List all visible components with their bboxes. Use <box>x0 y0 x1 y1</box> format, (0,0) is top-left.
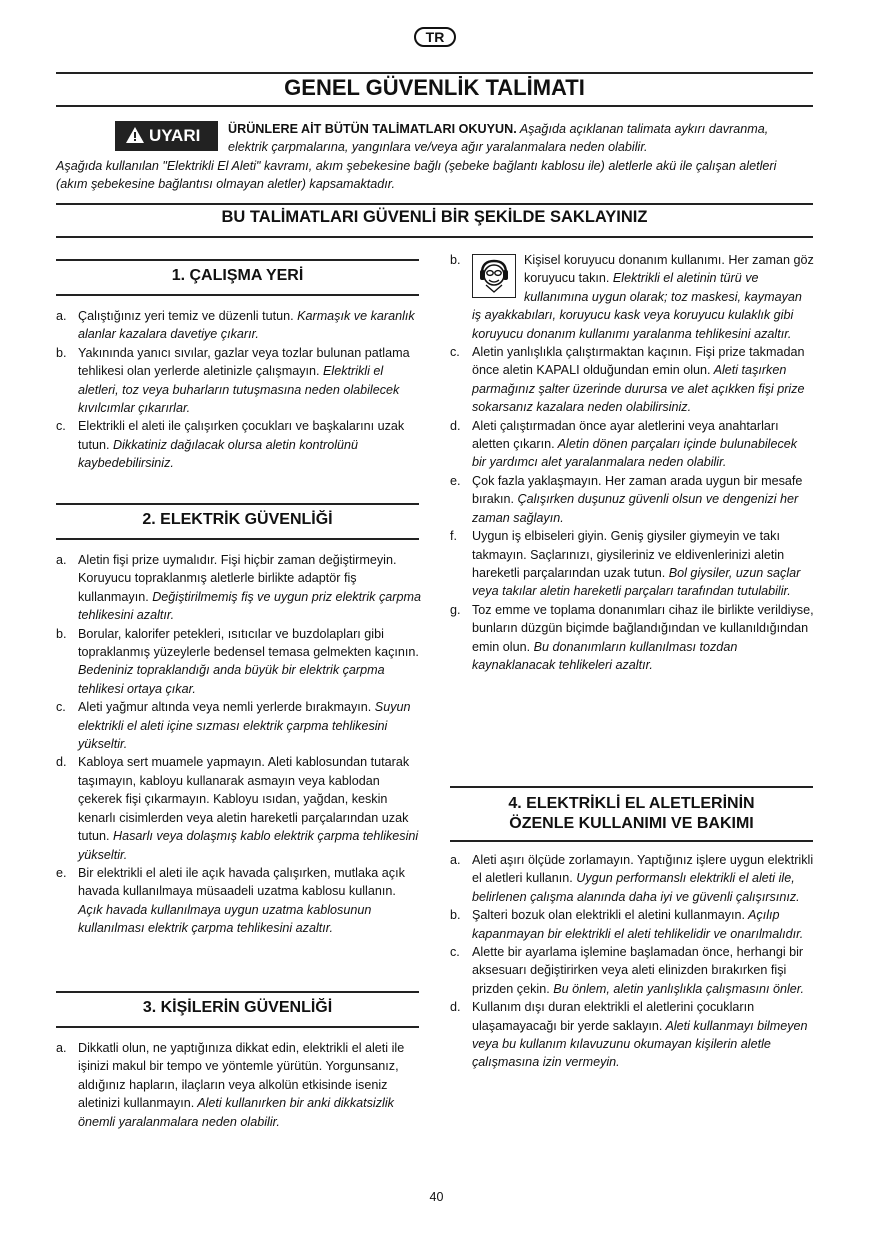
item-note: Aleti kullanmayı bilmeyen veya bu kullanım kılavuzunu okumayan kişilerin aletle çalışmasına izin vermeyin. <box>472 1018 808 1070</box>
item-text: Dikkatli olun, ne yaptığınıza dikkat edin, elektrikli el aleti ile işinizi makul bir tempo ve yöntemle yürütün. Yorgunsanız, aldığınız hapların, ilaçların veya alkolün etkisinde iseniz aletinizi kullanmayın. <box>78 1041 405 1111</box>
item-label: a. <box>56 1041 67 1055</box>
list-item <box>56 307 421 344</box>
item-note: Elektrikli el aletinin türü ve kullanımına uygun olarak; toz maskesi, kaymayan iş ayakkabıları, koruyucu kask veya koruyucu kulaklık gibi koruyucu donanım kullanımı yaralanma tehlikesini azaltır. <box>472 271 802 341</box>
section-2-title: 2. ELEKTRİK GÜVENLİĞİ <box>142 511 333 528</box>
safety-goggles-icon <box>472 254 516 298</box>
list-item <box>56 864 421 938</box>
section-4-list <box>450 851 814 1072</box>
item-text: Toz emme ve toplama donanımları cihaz ile birlikte verildiyse, bunların düzgün biçimde bağlandığından ve kullanıldığından emin olun. <box>472 602 814 654</box>
item-label: a. <box>450 853 461 867</box>
item-text: Borular, kalorifer petekleri, ısıtıcılar ve buzdolapları gibi topraklanmış yüzeylerle bedensel temasa gelmekten kaçının. <box>78 626 419 660</box>
list-item <box>56 417 421 472</box>
list-item <box>450 906 814 943</box>
item-note: Dikkatiniz dağılacak olursa aletin kontrolünü kaybedebilirsiniz. <box>78 437 359 471</box>
subtitle: BU TALİMATLARI GÜVENLİ BİR ŞEKİLDE SAKLAYINIZ <box>221 208 648 226</box>
list-item <box>450 343 814 417</box>
item-text: Alette bir ayarlama işlemine başlamadan önce, herhangi bir aksesuarı değiştirirken veya aleti elinizden bırakırken fişi prizden çekin. <box>472 945 804 996</box>
item-label: b. <box>450 908 461 923</box>
item-text: Çok fazla yaklaşmayın. Her zaman arada uygun bir mesafe bırakın. <box>472 473 803 507</box>
section-4-title-line1: 4. ELEKTRİKLİ EL ALETLERİNİN <box>508 795 755 812</box>
item-text: Yakınında yanıcı sıvılar, gazlar veya tozlar bulunan patlama tehlikesi olan yerlerde aletinizle çalışmayın. <box>78 345 410 379</box>
section-divider <box>56 538 419 540</box>
warning-text <box>228 120 788 156</box>
section-3-list <box>56 1039 421 1131</box>
divider <box>56 72 813 74</box>
item-note: Aletin dönen parçaları içinde bulunabilecek bir yardımcı alet yaralanmalara neden olabilir. <box>472 437 798 470</box>
item-note: Karmaşık ve karanlık alanlar kazalara davetiye çıkarır. <box>78 309 415 342</box>
list-item <box>56 1039 421 1131</box>
item-text: Çalıştığınız yeri temiz ve düzenli tutun. <box>78 309 294 323</box>
item-text: Aleti yağmur altında veya nemli yerlerde bırakmayın. <box>78 700 372 715</box>
warning-bold: ÜRÜNLERE AİT BÜTÜN TALİMATLARI OKUYUN. <box>228 122 517 136</box>
item-text: Kullanım dışı duran elektrikli el aletlerini çocukların ulaşamayacağı bir yerde saklayın. <box>472 1000 755 1033</box>
item-label: c. <box>56 419 66 434</box>
list-item <box>450 851 814 906</box>
item-label: d. <box>450 1000 461 1015</box>
item-note: Aleti taşırken parmağınız şalter üzerinde durursa ve alet açıkken fişi prize sokarsanız kazalara neden olabilirsiniz. <box>472 363 805 415</box>
item-label: c. <box>56 700 66 715</box>
item-note: Bol giysiler, uzun saçlar veya takılar aletin hareketli parçaları tarafından tutulabilir. <box>472 565 801 599</box>
section-divider <box>56 1026 419 1028</box>
item-text: Kabloya sert muamele yapmayın. Aleti kablosundan tutarak taşımayın, kabloyu kullanarak asmayın veya kablodan çekerek fişi çıkarmayın. Kabloyu ısıdan, yağdan, keskin kenarlı cisimlerden veya aletin hareketli parçalarından uzak tutun. <box>78 755 410 844</box>
item-text: Aleti aşırı ölçüde zorlamayın. Yaptığınız işlere uygun elektrikli el aletleri kullanın. <box>472 853 814 886</box>
warning-label: UYARI <box>149 126 201 145</box>
section-3-continued-list <box>450 251 814 674</box>
item-text: Aletin yanlışlıkla çalıştırmaktan kaçının. Fişi prize takmadan önce aletin KAPALI olduğundan emin olun. <box>472 345 805 378</box>
list-item <box>56 753 421 863</box>
item-note: Çalışırken duşunuz güvenli olsun ve dengenizi her zaman sağlayın. <box>472 492 799 525</box>
item-label: b. <box>450 253 461 267</box>
item-note: Bedeniniz topraklandığı anda büyük bir elektrik çarpma tehlikesi ortaya çıkar. <box>78 663 385 696</box>
item-text: Bir elektrikli el aleti ile açık havada çalışırken, mutlaka açık havada kullanılmaya müsaadeli uzatma kablosu kullanın. <box>78 865 405 899</box>
intro-italic: Aşağıda kullanılan "Elektrikli El Aleti" kavramı, akım şebekesine bağlı (şebeke bağlantı kablosu ile) aletlerle akü ile çalışan aletleri (akım şebekesine bağlantısı olmayan aletler) kapsamaktadır. <box>56 159 777 192</box>
list-item <box>450 417 814 472</box>
item-note: Suyun elektrikli el aleti içine sızması elektrik çarpma tehlikesini yükseltir. <box>78 700 411 752</box>
item-note: Uygun performanslı elektrikli el aleti ile, belirlenen çalışma alanında daha iyi ve güvenli çalışırsınız. <box>472 871 800 904</box>
item-label: c. <box>450 945 460 960</box>
intro-text <box>56 157 801 194</box>
item-note: Bu önlem, aletin yanlışlıkla çalışmasını önler. <box>549 981 805 996</box>
item-label: a. <box>56 553 67 567</box>
item-note: Elektrikli el aletleri, toz veya buharların tutuşmasına neden olabilecek kıvılcımlar çıkarırlar. <box>78 364 400 416</box>
warning-badge <box>115 121 218 151</box>
item-label: d. <box>450 418 461 433</box>
item-label: g. <box>450 602 461 617</box>
item-text: Elektrikli el aleti ile çalışırken çocukları ve başkalarını uzak tutun. <box>78 419 405 452</box>
section-4-title <box>450 794 813 834</box>
section-divider <box>56 259 419 261</box>
item-label: b. <box>56 626 67 641</box>
item-label: b. <box>56 345 67 360</box>
list-item <box>450 601 814 675</box>
section-divider <box>56 503 419 505</box>
item-note: Bu donanımların kullanılması tozdan kaynaklanacak tehlikeleri azaltır. <box>472 639 738 672</box>
divider <box>56 236 813 238</box>
item-label: c. <box>450 345 460 360</box>
section-divider <box>450 840 813 842</box>
warning-triangle-icon <box>125 126 145 144</box>
item-text: Uygun iş elbiseleri giyin. Geniş giysiler giymeyin ve takı takmayın. Saçlarınızı, giysileriniz ve eldivenlerinizi aletin hareketli parçalarından uzak tutun. <box>472 529 785 580</box>
language-badge: TR <box>414 27 456 47</box>
section-2-list <box>56 551 421 938</box>
list-item <box>56 344 421 418</box>
item-label: e. <box>450 473 461 488</box>
item-text: Aleti çalıştırmadan önce ayar aletlerini veya anahtarları aletten çıkarın. <box>472 418 779 452</box>
item-note: Aleti kullanırken bir anki dikkatsizlik önemli yaralanmalara neden olabilir. <box>78 1096 394 1129</box>
item-label: e. <box>56 865 67 880</box>
section-3-title: 3. KİŞİLERİN GÜVENLİĞİ <box>142 999 333 1016</box>
list-item <box>450 943 814 998</box>
list-item <box>56 698 421 753</box>
list-item <box>450 527 814 601</box>
section-divider <box>56 294 419 296</box>
item-note: Açık havada kullanılmaya uygun uzatma kablosunun kullanılması elektrik çarpma tehlikesini azaltır. <box>78 902 372 936</box>
page-number: 40 <box>429 1190 444 1204</box>
list-item <box>450 998 814 1072</box>
item-label: d. <box>56 755 67 770</box>
section-divider <box>56 991 419 993</box>
item-label: a. <box>56 309 67 323</box>
list-item <box>56 625 421 699</box>
item-label: f. <box>450 529 457 544</box>
list-item <box>56 551 421 625</box>
section-1-title: 1. ÇALIŞMA YERİ <box>171 267 304 284</box>
divider <box>56 105 813 107</box>
item-text: Aletin fişi prize uymalıdır. Fişi hiçbir zaman değiştirmeyin. Koruyucu topraklanmış aletlerle birlikte adaptör fiş kullanmayın. <box>78 553 397 604</box>
item-text: Kişisel koruyucu donanım kullanımı. Her zaman göz koruyucu takın. <box>524 253 814 286</box>
page-title: GENEL GÜVENLİK TALİMATI <box>284 75 585 100</box>
divider <box>56 203 813 205</box>
list-item <box>450 472 814 527</box>
warning-italic: Aşağıda açıklanan talimata aykırı davranma, elektrik çarpmalarına, yangınlara ve/veya ağır yaralanmalara neden olabilir. <box>228 122 769 154</box>
section-1-list <box>56 307 421 473</box>
item-note: Açılıp kapanmayan bir elektrikli el aleti tehlikelidir ve onarılmalıdır. <box>472 908 804 941</box>
list-item <box>450 251 814 343</box>
item-note: Hasarlı veya dolaşmış kablo elektrik çarpma tehlikesini yükseltir. <box>78 829 419 862</box>
section-divider <box>450 786 813 788</box>
section-4-title-line2: ÖZENLE KULLANIMI VE BAKIMI <box>509 815 754 832</box>
item-note: Değiştirilmemiş fiş ve uygun priz elektrik çarpma tehlikesini azaltır. <box>78 589 421 623</box>
item-text: Şalteri bozuk olan elektrikli el aletini kullanmayın. <box>472 908 745 923</box>
